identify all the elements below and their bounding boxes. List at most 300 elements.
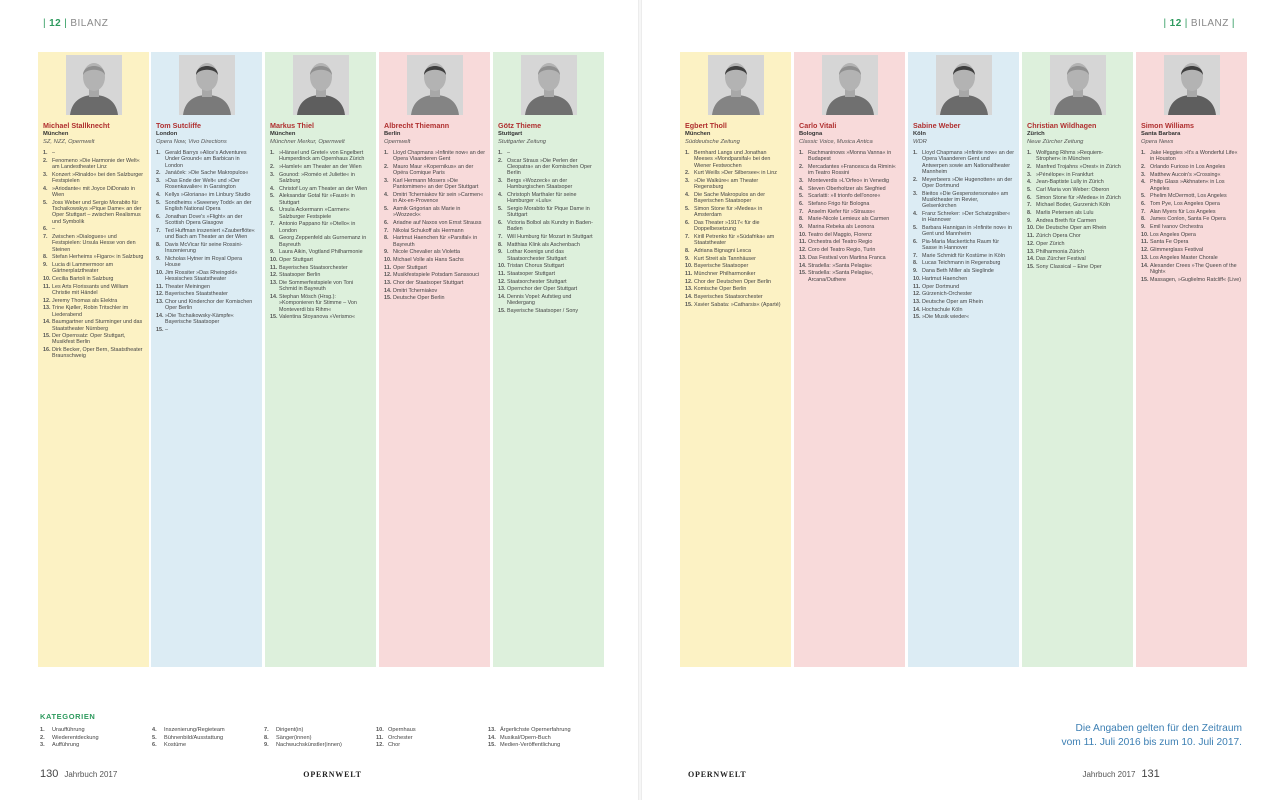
ranking-item	[1027, 218, 1128, 224]
ranking-item	[1027, 233, 1128, 239]
ranking-number: 12.	[1141, 247, 1149, 254]
category-number: 11.	[376, 734, 384, 741]
ranking-number: 6.	[685, 219, 690, 226]
ranking-number: 15.	[1141, 276, 1149, 283]
ranking-item	[498, 158, 599, 177]
ranking-item	[43, 319, 144, 332]
ranking-number: 14.	[156, 312, 164, 319]
ranking-text: Jeremy Thomas als Elektra	[52, 297, 118, 304]
category-item	[152, 727, 264, 735]
ranking-text: Marie-Nicole Lemieux als Carmen	[808, 216, 890, 223]
ranking-number: 8.	[156, 241, 161, 248]
ranking-number: 5.	[1141, 193, 1146, 200]
critic-city: München	[43, 131, 69, 137]
category-label: Opernhaus	[388, 727, 416, 733]
critic-publication: Opernwelt	[384, 139, 411, 145]
footer-page-number: 130	[40, 768, 59, 780]
ranking-text: Dennis Vopel: Aufstieg und Niedergang	[507, 294, 572, 307]
ranking-number: 4.	[43, 185, 48, 192]
critic-city: Köln	[913, 131, 926, 137]
critic-info	[379, 115, 490, 302]
ranking-item	[498, 271, 599, 277]
ranking-item	[384, 288, 485, 294]
ranking-number: 13.	[685, 286, 693, 293]
category-label: Orchester	[388, 734, 413, 741]
category-label: Musikal/Opern-Buch	[500, 734, 551, 741]
critic-info	[1022, 115, 1133, 270]
ranking-number: 3.	[270, 171, 275, 178]
critic-photo	[493, 52, 604, 115]
ranking-number: 10.	[799, 231, 807, 238]
ranking-item	[270, 193, 371, 206]
ranking-item	[156, 214, 257, 227]
ranking-item	[156, 291, 257, 297]
ranking-number: 12.	[913, 291, 921, 298]
ranking-text: Monteverdis »L'Orfeo« in Venedig	[808, 177, 890, 184]
ranking-text: Joss Weber und Sergio Morabito für Tschaikowskys »Pique Dame« an der Oper Stuttgart – zwischen Realismus und Symbolik	[52, 199, 142, 225]
critic-info	[38, 115, 149, 360]
ranking-number: 4.	[799, 185, 804, 192]
ranking-item	[156, 256, 257, 269]
ranking-number: 14.	[43, 319, 51, 326]
ranking-item	[799, 164, 900, 177]
ranking-text: Xavier Sabata: »Catharsis« (Aparté)	[694, 301, 781, 308]
ranking-text: Philharmonia Zürich	[1036, 248, 1084, 255]
critic-column	[1022, 52, 1133, 667]
portrait-photo	[1050, 55, 1106, 115]
ranking-item	[913, 268, 1014, 274]
ranking-item	[913, 307, 1014, 313]
category-item	[40, 727, 152, 735]
ranking-text: Ted Huffman inszeniert »Zauberflöte« und Bach am Theater an der Wien	[165, 227, 255, 240]
ranking-number: 3.	[1027, 171, 1032, 178]
critic-name: Tom Sutcliffe	[156, 121, 201, 130]
ranking-number: 15.	[685, 301, 693, 308]
ranking-number: 3.	[498, 177, 503, 184]
ranking-item	[270, 257, 371, 263]
ranking-number: 5.	[43, 199, 48, 206]
ranking-number: 5.	[156, 199, 161, 206]
ranking-item	[1027, 150, 1128, 163]
ranking-item	[43, 347, 144, 360]
ranking-text: »Das Ende der Welt« und »Der Rosenkavalier« in Garsington	[165, 177, 240, 191]
ranking-text: Christof Loy am Theater an der Wien	[279, 185, 368, 192]
ranking-item	[498, 178, 599, 191]
ranking-number: 7.	[1141, 208, 1146, 215]
ranking-number: 7.	[43, 233, 48, 240]
critic-info	[265, 115, 376, 321]
ranking-number: 1.	[1027, 150, 1032, 156]
ranking-text: Marina Rebeka als Leonora	[808, 224, 875, 231]
ranking-text: »Ariodante« mit Joyce DiDonato in Wien	[52, 185, 135, 198]
critic-photo	[38, 52, 149, 115]
ranking-item	[384, 257, 485, 263]
ranking-text: »Die Tschaikowsky-Kämpfe« Bayerische Staatsoper	[165, 312, 234, 326]
ranking-text: Rachmaninows »Monna Vanna« in Budapest	[808, 150, 892, 163]
note-line-1: Die Angaben gelten für den Zeitraum	[1075, 723, 1242, 734]
category-item	[40, 742, 152, 750]
ranking-item	[685, 248, 786, 254]
ranking-number: 1.	[913, 150, 918, 156]
ranking-number: 14.	[270, 294, 278, 301]
ranking-text: Barbara Hannigan in »Infinite now« in Gent und Mannheim	[922, 224, 1012, 238]
ranking-item	[270, 207, 371, 220]
ranking-text: Los Angeles Opera	[1150, 231, 1196, 238]
ranking-list	[270, 150, 371, 321]
category-item	[152, 742, 264, 750]
critic-name: Simon Williams	[1141, 121, 1195, 130]
ranking-text: Gerald Barrys »Alice's Adventures Under Ground« am Barbican in London	[165, 150, 247, 169]
ranking-item	[384, 235, 485, 248]
critic-column	[265, 52, 376, 667]
ranking-text: Les Arts Florissants und William Christie mit Händel	[52, 283, 129, 296]
ranking-number: 14.	[799, 262, 807, 269]
ranking-number: 13.	[43, 305, 51, 312]
ranking-number: 11.	[685, 270, 693, 277]
ranking-item	[498, 220, 599, 233]
categories-column	[376, 727, 488, 750]
ranking-number: 11.	[913, 283, 921, 290]
ranking-number: 12.	[685, 278, 693, 285]
ranking-text: Gounod: »Roméo et Juliette« in Salzburg	[279, 171, 355, 184]
critic-name: Albrecht Thiemann	[384, 121, 450, 130]
ranking-number: 4.	[913, 210, 918, 217]
ranking-item	[913, 253, 1014, 259]
ranking-number: 6.	[913, 238, 918, 245]
ranking-text: Los Angeles Master Chorale	[1150, 254, 1218, 261]
critic-publication: Opera News	[1141, 139, 1174, 145]
ranking-item	[270, 294, 371, 313]
header-label: BILANZ	[70, 18, 109, 29]
category-number: 14.	[488, 734, 496, 741]
ranking-number: 6.	[43, 226, 48, 233]
ranking-item	[1027, 210, 1128, 216]
critic-publication: Münchner Merkur, Opernwelt	[270, 139, 345, 145]
ranking-text: Stradella: »Santa Pelagia«	[808, 262, 872, 269]
ranking-number: 2.	[1027, 163, 1032, 170]
ranking-number: 8.	[913, 260, 918, 267]
ranking-text: Victoria Bolbol als Kundry in Baden-Baden	[507, 219, 593, 233]
ranking-number: 14.	[498, 294, 506, 301]
ranking-text: Carl Maria von Weber: Oberon	[1036, 187, 1110, 194]
categories-column	[40, 727, 152, 750]
category-label: Inszenierung/Regieteam	[164, 727, 225, 733]
ranking-list	[799, 150, 900, 283]
ranking-item	[384, 164, 485, 177]
critic-photo	[794, 52, 905, 115]
ranking-text: Oper Dortmund	[922, 283, 960, 290]
ranking-text: Hartmut Haenchen	[922, 275, 968, 282]
ranking-text: Matthias Klink als Aschenbach	[507, 241, 580, 248]
ranking-item	[685, 302, 786, 308]
ranking-text: Die Sache Makropulos an der Bayerischen Staatsoper	[694, 191, 766, 205]
ranking-text: Trine Kjøller, Robin Tritschler im Liederabend	[52, 305, 129, 318]
ranking-item	[384, 280, 485, 286]
ranking-item	[384, 206, 485, 219]
ranking-item	[685, 150, 786, 169]
portrait-photo	[521, 55, 577, 115]
ranking-text: Opernchor der Oper Stuttgart	[507, 286, 578, 293]
ranking-number: 13.	[913, 298, 921, 305]
ranking-text: Michael Boder, Gurzenich Köln	[1036, 202, 1111, 209]
ranking-text: Mercadantes »Francesca da Rimini« im Teatro Rossini	[808, 163, 896, 177]
ranking-text: Das Theater »1917« für die Doppelbesetzung	[694, 219, 760, 233]
ranking-number: 1.	[685, 150, 690, 156]
category-label: Medien-Veröffentlichung	[500, 742, 561, 749]
ranking-list	[498, 150, 599, 314]
ranking-text: Der Opernsatz: Oper Stuttgart, Musikfest Berlin	[52, 333, 126, 346]
ranking-item	[1141, 201, 1242, 207]
ranking-text: Komische Oper Berlin	[694, 286, 747, 293]
ranking-number: 12.	[498, 278, 506, 285]
ranking-item	[384, 295, 485, 301]
critic-name: Christian Wildhagen	[1027, 121, 1097, 130]
ranking-item	[913, 177, 1014, 190]
ranking-text: Chor der Deutschen Oper Berlin	[694, 278, 772, 285]
ranking-item	[1027, 179, 1128, 185]
ranking-number: 9.	[913, 268, 918, 275]
ranking-number: 11.	[156, 283, 164, 290]
ranking-number: 2.	[685, 170, 690, 177]
ranking-item	[1141, 224, 1242, 230]
ranking-text: Dmitri Tcherniakov für sein »Carmen« in Aix-en-Provence	[393, 191, 484, 205]
ranking-text: Coro del Teatro Regio, Turin	[808, 247, 876, 254]
critic-column	[379, 52, 490, 667]
ranking-number: 13.	[270, 280, 278, 287]
ranking-number: 11.	[1027, 233, 1035, 240]
ranking-number: 12.	[799, 247, 807, 254]
ranking-text: Marlis Petersen als Lulu	[1036, 210, 1094, 217]
critic-photo	[379, 52, 490, 115]
ranking-text: Bieitos »Die Gespenstersonate« am Musiktheater im Revier, Gelsenkirchen	[922, 190, 1009, 210]
ranking-item	[1027, 172, 1128, 178]
critic-photo	[1136, 52, 1247, 115]
ranking-text: Oscar Straus »Die Perlen der Cleopatra« an der Komischen Oper Berlin	[507, 157, 592, 177]
ranking-item	[913, 211, 1014, 224]
ranking-text: Matthew Aucoin's »Crossing«	[1150, 171, 1221, 178]
category-item	[264, 742, 376, 750]
categories-column	[152, 727, 264, 750]
ranking-item	[43, 226, 144, 232]
ranking-number: 6.	[156, 213, 161, 220]
ranking-number: 7.	[1027, 202, 1032, 209]
ranking-item	[799, 216, 900, 222]
ranking-text: Lloyd Chapmans »Infinite now« an der Opera Vlaanderen Gent	[393, 150, 485, 163]
ranking-item	[1141, 247, 1242, 253]
ranking-item	[156, 284, 257, 290]
critic-publication: Süddeutsche Zeitung	[685, 139, 740, 145]
ranking-item	[685, 192, 786, 205]
ranking-text: Ursula Ackermann »Carmen« Salzburger Festspiele	[279, 207, 350, 220]
ranking-item	[384, 272, 485, 278]
ranking-text: Manfred Trojahns »Orest« in Zürich	[1036, 163, 1121, 170]
ranking-number: 15.	[913, 314, 921, 321]
ranking-item	[799, 263, 900, 269]
ranking-item	[43, 200, 144, 225]
ranking-number: 10.	[913, 275, 921, 282]
ranking-item	[913, 299, 1014, 305]
ranking-item	[1141, 232, 1242, 238]
category-label: Nachwuchskünstler(innen)	[276, 742, 342, 749]
ranking-number: 13.	[1141, 254, 1149, 261]
ranking-text: Aleksandar Gotal für »Faust« in Stuttgart	[279, 193, 355, 206]
ranking-item	[799, 201, 900, 207]
ranking-text: Bayerisches Staatstheater	[165, 291, 228, 298]
category-item	[488, 727, 600, 735]
ranking-item	[498, 249, 599, 262]
ranking-item	[913, 291, 1014, 297]
critic-publication: Neue Zürcher Zeitung	[1027, 139, 1084, 145]
ranking-text: Philip Glass »Akhnaten« in Los Angeles	[1150, 179, 1225, 192]
critic-city: London	[156, 131, 178, 137]
ranking-text: Adriana Bignagni Lesca	[694, 247, 751, 254]
ranking-text: Meyerbeers »Die Hugenotten« an der Oper Dortmund	[922, 176, 1013, 189]
ranking-text: Oper Zürich	[1036, 240, 1065, 247]
critic-name: Carlo Vitali	[799, 121, 837, 130]
ranking-number: 8.	[384, 235, 389, 242]
critic-photo	[680, 52, 791, 115]
ranking-number: 4.	[384, 191, 389, 198]
ranking-item	[913, 276, 1014, 282]
ranking-item	[270, 314, 371, 320]
ranking-text: Teatro del Maggio, Florenz	[808, 231, 872, 238]
ranking-item	[1141, 179, 1242, 192]
ranking-item	[498, 192, 599, 205]
header-label: BILANZ	[1190, 18, 1229, 29]
portrait-photo	[407, 55, 463, 115]
ranking-text: Jim Rossiter »Das Rheingold« Hessisches Staatstheater	[165, 269, 238, 282]
critic-city: Zürich	[1027, 131, 1045, 137]
critic-city: München	[685, 131, 711, 137]
ranking-number: 5.	[799, 193, 804, 200]
ranking-text: Asmik Grigorian als Marie in »Wozzeck«	[393, 205, 461, 219]
ranking-item	[1141, 255, 1242, 261]
ranking-text: Will Humburg für Mozart in Stuttgart	[507, 233, 593, 240]
ranking-item	[1027, 249, 1128, 255]
ranking-number: 3.	[43, 171, 48, 178]
ranking-item	[156, 178, 257, 191]
ranking-number: 13.	[156, 298, 164, 305]
ranking-text: Cecilia Bartoli in Salzburg	[52, 275, 114, 282]
ranking-text: Valentina Stoyanova »Verismo«	[279, 314, 356, 321]
ranking-number: 10.	[384, 256, 392, 263]
ranking-text: Münchner Philharmoniker	[694, 270, 756, 277]
ranking-text: Oper Stuttgart	[393, 264, 427, 271]
ranking-number: 7.	[685, 233, 690, 240]
ranking-list	[1027, 150, 1128, 270]
ranking-text: Chor der Staatsoper Stuttgart	[393, 280, 464, 287]
ranking-number: 4.	[685, 191, 690, 198]
portrait-photo	[822, 55, 878, 115]
category-item	[376, 742, 488, 750]
ranking-text: Bayerisches Staatsorchester	[279, 264, 348, 271]
ranking-item	[270, 172, 371, 185]
ranking-number: 5.	[270, 193, 275, 200]
ranking-item	[799, 209, 900, 215]
critic-city: München	[270, 131, 296, 137]
ranking-number: 11.	[270, 264, 278, 271]
ranking-number: 3.	[1141, 171, 1146, 178]
category-number: 12.	[376, 742, 384, 749]
ranking-item	[685, 271, 786, 277]
critic-info	[493, 115, 604, 314]
ranking-text: »Pénélope« in Frankfurt	[1036, 171, 1094, 178]
ranking-text: Davis McVicar für seine Rossini-Inszenierung	[165, 241, 243, 254]
ranking-number: 14.	[1141, 262, 1149, 269]
category-number: 4.	[152, 727, 157, 733]
ranking-number: 15.	[156, 326, 164, 333]
ranking-number: 1.	[1141, 150, 1146, 156]
category-item	[376, 735, 488, 743]
ranking-item	[270, 164, 371, 170]
ranking-number: 15.	[1027, 263, 1035, 270]
ranking-text: Phelim McDermott, Los Angeles	[1150, 193, 1227, 200]
ranking-number: 14.	[913, 306, 921, 313]
ranking-text: Lothar Koenigs und das Staatsorchester Stuttgart	[507, 249, 567, 262]
ranking-text: Pia-Maria Mackertichs Raum für Sasse in Hannover	[922, 238, 999, 252]
ranking-text: Lucia di Lammermoor am Gärtnerplatztheater	[52, 261, 114, 275]
ranking-item	[270, 280, 371, 293]
ranking-number: 5.	[1027, 187, 1032, 194]
footer-brand: OPERNWELT	[688, 769, 747, 779]
ranking-text: »Die Walküre« am Theater Regensburg	[694, 177, 759, 191]
category-number: 5.	[152, 734, 157, 741]
critic-name: Markus Thiel	[270, 121, 314, 130]
ranking-item	[156, 327, 257, 333]
critic-column	[493, 52, 604, 667]
ranking-item	[913, 284, 1014, 290]
ranking-item	[43, 284, 144, 297]
ranking-number: 1.	[799, 150, 804, 156]
ranking-number: 15.	[799, 270, 807, 277]
ranking-number: 5.	[685, 205, 690, 212]
ranking-number: 1.	[498, 150, 503, 156]
ranking-item	[1027, 264, 1128, 270]
ranking-number: 4.	[1141, 179, 1146, 186]
ranking-number: 10.	[270, 256, 278, 263]
ranking-number: 15.	[384, 295, 392, 302]
ranking-item	[685, 256, 786, 262]
ranking-item	[384, 178, 485, 191]
ranking-text: Kurt Streit als Tannhäuser	[694, 255, 756, 262]
ranking-item	[685, 286, 786, 292]
ranking-number: 15.	[43, 333, 51, 340]
ranking-item	[270, 221, 371, 234]
critic-publication: SZ, NZZ, Opernwelt	[43, 139, 95, 145]
ranking-item	[799, 255, 900, 261]
ranking-item	[685, 206, 786, 219]
category-label: Sänger(innen)	[276, 734, 312, 741]
ranking-number: 3.	[685, 177, 690, 184]
ranking-item	[1141, 164, 1242, 170]
critic-info	[1136, 115, 1247, 283]
ranking-item	[498, 279, 599, 285]
categories-title: KATEGORIEN	[40, 712, 96, 721]
ranking-item	[156, 313, 257, 326]
ranking-number: 4.	[498, 191, 503, 198]
critic-publication: WDR	[913, 139, 927, 145]
critic-photo	[1022, 52, 1133, 115]
ranking-item	[913, 191, 1014, 210]
ranking-text: James Conlon, Santa Fe Opera	[1150, 216, 1226, 223]
ranking-number: 8.	[1027, 210, 1032, 217]
critic-publication: Classic Voice, Musica Antica	[799, 139, 873, 145]
ranking-number: 10.	[1141, 231, 1149, 238]
ranking-number: 5.	[498, 205, 503, 212]
ranking-number: 9.	[156, 255, 161, 262]
ranking-number: 4.	[156, 191, 161, 198]
ranking-number: 10.	[43, 275, 51, 282]
